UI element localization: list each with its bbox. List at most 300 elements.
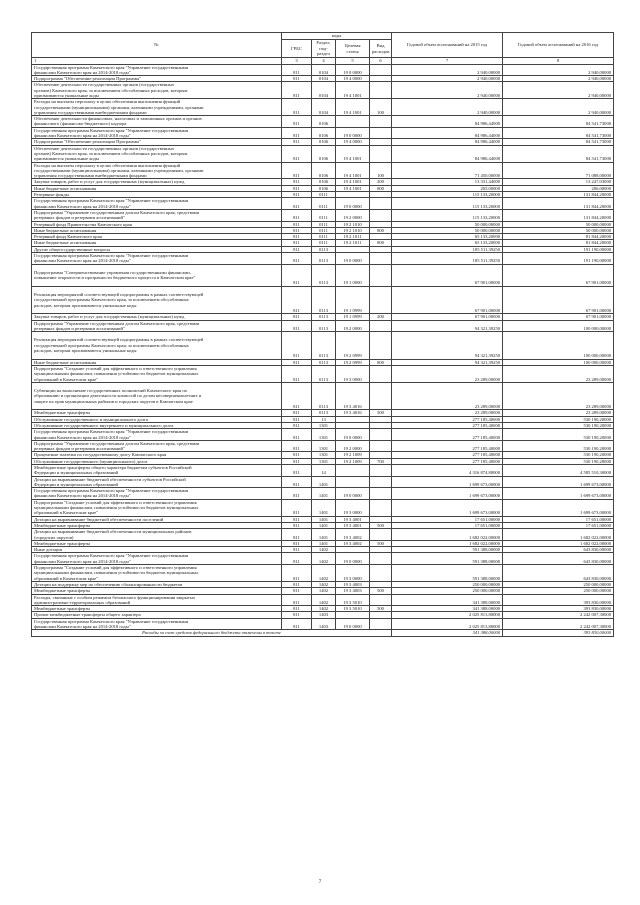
cell-vr [370, 476, 392, 488]
header-2015: Годовой объем ассигнований на 2015 год [392, 33, 503, 58]
cell-razdel: 0106 [312, 127, 336, 139]
cell-vr [370, 253, 392, 265]
cell-vr: 200 [370, 314, 392, 320]
cell-name-line: управления государственными внебюджетными фондами [34, 109, 147, 115]
cell-value-2015: 23 289,00000 [392, 382, 503, 409]
cell-name-line: Обеспечение деятельности финансовых, налоговых и таможенных органов и органов [34, 116, 202, 122]
budget-table [31, 32, 614, 637]
cell-name-line: Иные бюджетные ассигнования [34, 240, 97, 246]
cell-value-2015: 65 133,20000 [392, 234, 503, 240]
cell-razdel: 0113 [312, 314, 336, 320]
table-row [32, 264, 614, 286]
cell-value-2016: 2 940,00000 [503, 76, 614, 82]
cell-grbs: 811 [282, 382, 312, 409]
header-grbs: ГРБС [282, 40, 312, 58]
table-row [32, 553, 614, 565]
cell-grbs: 811 [282, 179, 312, 185]
cell-name [32, 553, 282, 565]
cell-razdel: 1402 [312, 553, 336, 565]
cell-cs: 19 4 1001 [336, 82, 370, 99]
cell-razdel: 1301 [312, 458, 336, 464]
cell-cs: 19 2 1011 [336, 240, 370, 246]
table-row [32, 594, 614, 606]
cell-name-line: Субвенции на выполнение государственных полномочий Камчатского края по [34, 388, 188, 394]
cell-grbs: 811 [282, 234, 312, 240]
cell-razdel: 0104 [312, 64, 336, 76]
cell-vr: 100 [370, 99, 392, 116]
table-row [32, 382, 614, 409]
cell-value-2015: 1 699 673,00000 [392, 499, 503, 516]
cell-value-2015: 84 986,44000 [392, 145, 503, 162]
cell-name-line: государственными (муниципальными) органами, казенными учреждениями, органами [34, 167, 204, 173]
cell-cs: 19 3 4002 [336, 529, 370, 541]
cell-value-2015: 2 025 813,80000 [392, 612, 503, 618]
cell-grbs: 811 [282, 286, 312, 313]
table-row [32, 145, 614, 162]
cell-cs [336, 116, 370, 128]
cell-razdel: 0113 [312, 365, 336, 382]
cell-razdel: 1301 [312, 452, 336, 458]
cell-grbs: 811 [282, 264, 312, 286]
cell-value-2015: 65 133,20000 [392, 240, 503, 246]
cell-name-line: государственной программы Камчатского края, за исключением обособленных [34, 342, 189, 348]
cell-value-2016: 530 190,20000 [503, 429, 614, 441]
cell-name [32, 618, 282, 630]
cell-name [32, 198, 282, 210]
cell-razdel: 1402 [312, 594, 336, 606]
table-row [32, 565, 614, 582]
cell-cs: 19 2 0999 [336, 359, 370, 365]
cell-value-2016: 250 000,00000 [503, 588, 614, 594]
cell-value-2015: 2 025 813,80000 [392, 618, 503, 630]
cell-razdel: 1301 [312, 422, 336, 428]
cell-grbs: 811 [282, 547, 312, 553]
cell-value-2015: 115 133,20000 [392, 198, 503, 210]
cell-cs: 19 2 0000 [336, 320, 370, 332]
cell-value-2016: 2 242 007,30000 [503, 612, 614, 618]
cell-name-line [34, 308, 279, 313]
cell-value-2016: 530 190,20000 [503, 440, 614, 452]
cell-value-2015: 205,00000 [392, 185, 503, 191]
cell-value-2016: 67 901,00000 [503, 264, 614, 286]
cell-name-line: образований в Камчатском крае" [34, 575, 99, 581]
cell-grbs: 811 [282, 516, 312, 522]
cell-name [32, 116, 282, 128]
cell-name-line: повышение открытости и прозрачности бюджетного процесса в Камчатском крае" [34, 275, 196, 281]
cell-name-line: управления государственными внебюджетными фондами [34, 173, 147, 179]
cell-value-2016: 84 541,73000 [503, 116, 614, 128]
header-vr: Вид расходов [370, 40, 392, 58]
cell-grbs: 811 [282, 64, 312, 76]
cell-grbs: 811 [282, 116, 312, 128]
cell-vr [370, 209, 392, 221]
cell-vr [370, 365, 392, 382]
cell-grbs: 811 [282, 192, 312, 198]
cell-name-line: финансами Камчатского края на 2014-2018 годы" [34, 558, 131, 564]
cell-value-2015: 591 388,00000 [392, 565, 503, 582]
cell-name [32, 82, 282, 99]
cell-cs: 19 4 1001 [336, 99, 370, 116]
cell-cs: 19 2 1010 [336, 221, 370, 227]
cell-cs: 19 3 4001 [336, 522, 370, 528]
cell-vr [370, 565, 392, 582]
cell-value-2016: 1 682 022,00000 [503, 540, 614, 546]
cell-razdel: 0106 [312, 139, 336, 145]
cell-name-line: Государственная программа Камчатского края "Управление государственными [34, 127, 189, 133]
table-row [32, 529, 614, 541]
cell-cs: 19 4 0000 [336, 76, 370, 82]
cell-cs: 19 0 0000 [336, 429, 370, 441]
cell-cs: 19 0 0000 [336, 198, 370, 210]
cell-name-line: Иные бюджетные ассигнования [34, 359, 97, 365]
cell-name [32, 565, 282, 582]
cell-name-line: муниципальными финансами, повышения устойчивости бюджетов муниципальных [34, 505, 199, 511]
cell-value-2016: 530 190,20000 [503, 422, 614, 428]
table-row [32, 209, 614, 221]
table-row [32, 127, 614, 139]
cell-value-2016: 191 190,00000 [503, 246, 614, 252]
table-header [32, 33, 614, 65]
cell-value-2015: 84 986,44000 [392, 127, 503, 139]
cell-name [32, 365, 282, 382]
cell-name-line: расходов, которым присваиваются уникальные коды [34, 348, 137, 354]
cell-name [32, 464, 282, 476]
header-num: 5 [336, 58, 370, 65]
cell-value-2016: 2 242 007,30000 [503, 618, 614, 630]
cell-value-2015: 185 511,39250 [392, 246, 503, 252]
cell-name-line: резервных фондов и резервами ассигнований" [34, 215, 125, 221]
cell-grbs: 811 [282, 76, 312, 82]
cell-vr: 800 [370, 359, 392, 365]
cell-value-2015: 277 185,40000 [392, 440, 503, 452]
cell-razdel: 0111 [312, 192, 336, 198]
cell-name-line: финансового (финансово-бюджетного) надзора [34, 121, 127, 127]
cell-name-line: Федерации и муниципальных образований [34, 481, 118, 487]
cell-name-line: Прочие межбюджетные трансферты общего характера [34, 612, 141, 618]
cell-vr: 500 [370, 522, 392, 528]
cell-value-2015: 84 986,44000 [392, 139, 503, 145]
cell-cs: 19 3 5010 [336, 606, 370, 612]
cell-name-line: Межбюджетные трансферты [34, 588, 91, 594]
cell-value-2016: 84 541,73000 [503, 139, 614, 145]
cell-vr: 800 [370, 227, 392, 233]
cell-name-line: Иные бюджетные ассигнования [34, 185, 97, 191]
cell-vr: 200 [370, 179, 392, 185]
note-row [32, 630, 614, 636]
cell-razdel: 1402 [312, 565, 336, 582]
cell-value-2015: 250 000,00000 [392, 588, 503, 594]
cell-vr: 100 [370, 162, 392, 179]
cell-grbs: 811 [282, 209, 312, 221]
cell-name [32, 253, 282, 265]
cell-grbs: 811 [282, 612, 312, 618]
note-value-2015: 341 388,00000 [392, 630, 503, 636]
cell-value-2015: 1 682 022,00000 [392, 529, 503, 541]
cell-value-2016: 393 830,00000 [503, 606, 614, 612]
cell-name [32, 209, 282, 221]
cell-razdel: 0104 [312, 99, 336, 116]
cell-name [32, 440, 282, 452]
cell-value-2015: 591 388,00000 [392, 553, 503, 565]
table-row [32, 162, 614, 179]
table-row [32, 476, 614, 488]
cell-value-2015: 277 185,40000 [392, 458, 503, 464]
cell-name-line: Государственная программа Камчатского края "Управление государственными [34, 198, 189, 204]
cell-razdel: 0113 [312, 382, 336, 409]
cell-cs: 19 3 0000 [336, 565, 370, 582]
cell-name-line: Подпрограмма "Создание условий для эффективного и ответственного управления [34, 365, 197, 371]
cell-vr: 800 [370, 185, 392, 191]
cell-vr [370, 529, 392, 541]
cell-vr [370, 286, 392, 313]
cell-value-2015: 341 388,00000 [392, 594, 503, 606]
cell-value-2016: 1 699 673,00000 [503, 499, 614, 516]
cell-value-2016: 67 901,00000 [503, 314, 614, 320]
cell-grbs: 811 [282, 422, 312, 428]
cell-name [32, 64, 282, 76]
cell-name-line: Государственная программа Камчатского края "Управление государственными [34, 618, 189, 624]
cell-name-line: Подпрограмма "Управление государственным долгом Камчатского края, средствами [34, 440, 200, 446]
cell-cs: 19 3 0000 [336, 499, 370, 516]
cell-grbs: 811 [282, 416, 312, 422]
cell-name-line: Межбюджетные трансферты [34, 410, 91, 416]
cell-razdel: 0111 [312, 221, 336, 227]
cell-cs: 19 4 1001 [336, 185, 370, 191]
cell-value-2015: 1 699 673,00000 [392, 488, 503, 500]
cell-vr [370, 64, 392, 76]
cell-name-line: Процентные платежи по государственному долгу Камчатского края [34, 452, 167, 458]
cell-name-line: Реализация мероприятий соответствующей подпрограммы в рамках соответствующей [34, 337, 204, 343]
cell-name-line: финансами Камчатского края на 2014-2018 годы" [34, 493, 131, 499]
cell-value-2016: 643 830,00000 [503, 565, 614, 582]
cell-cs: 19 3 5010 [336, 594, 370, 606]
cell-razdel: 0113 [312, 320, 336, 332]
cell-vr [370, 127, 392, 139]
cell-name-line: финансами Камчатского края на 2014-2018 годы" [34, 258, 131, 264]
cell-vr: 500 [370, 588, 392, 594]
cell-name-line: Обслуживание государственного и муниципального долга [34, 416, 148, 422]
cell-value-2015: 250 000,00000 [392, 581, 503, 587]
table-row [32, 198, 614, 210]
cell-name [32, 145, 282, 162]
cell-value-2016: 23 289,00000 [503, 382, 614, 409]
table-row [32, 332, 614, 359]
cell-name [32, 382, 282, 409]
cell-value-2015: 84 986,44000 [392, 116, 503, 128]
cell-value-2016: 81 844,20000 [503, 240, 614, 246]
cell-value-2016: 81 844,20000 [503, 234, 614, 240]
cell-name-line: образований в Камчатском крае" [34, 510, 99, 516]
cell-value-2016: 131 844,20000 [503, 198, 614, 210]
cell-name-line: резервных фондов и резервами ассигнований" [34, 446, 125, 452]
cell-name-line [34, 404, 279, 409]
cell-razdel: 0113 [312, 286, 336, 313]
cell-value-2016: 100 000,00000 [503, 359, 614, 365]
cell-vr [370, 594, 392, 606]
cell-name-line: Дотации на выравнивание бюджетной обеспеченности муниципальных районов [34, 529, 192, 535]
cell-value-2015: 94 321,39250 [392, 359, 503, 365]
cell-name-line: Подпрограмма "Создание условий для эффективного и ответственного управления [34, 499, 197, 505]
cell-cs: 19 4 1001 [336, 162, 370, 179]
cell-vr [370, 198, 392, 210]
cell-name [32, 286, 282, 313]
cell-name [32, 127, 282, 139]
cell-name-line: Дотации на выравнивание бюджетной обеспеченности субъектов Российской [34, 476, 186, 482]
cell-cs: 19 3 0000 [336, 365, 370, 382]
cell-vr [370, 499, 392, 516]
cell-name [32, 529, 282, 541]
cell-value-2016: 191 190,00000 [503, 253, 614, 265]
cell-name [32, 499, 282, 516]
cell-cs: 19 2 0999 [336, 332, 370, 359]
cell-name [32, 332, 282, 359]
cell-vr [370, 440, 392, 452]
cell-value-2015: 17 651,00000 [392, 516, 503, 522]
cell-cs [336, 464, 370, 476]
cell-name-line: Иные бюджетные ассигнования [34, 227, 97, 233]
cell-cs: 19 0 0000 [336, 618, 370, 630]
cell-cs: 19 2 1009 [336, 452, 370, 458]
cell-value-2016: 250 000,00000 [503, 581, 614, 587]
cell-grbs: 811 [282, 145, 312, 162]
cell-name-line: Обслуживание государственного внутреннего и муниципального долга [34, 422, 174, 428]
cell-name-line: органов) Камчатского края, за исключением обособленных расходов, которым [34, 87, 188, 93]
cell-cs: 19 3 4016 [336, 410, 370, 416]
cell-razdel: 0113 [312, 410, 336, 416]
cell-name-line: Резервный фонд Правительства Камчатского края [34, 221, 132, 227]
cell-razdel: 1402 [312, 588, 336, 594]
cell-grbs: 811 [282, 553, 312, 565]
cell-name [32, 488, 282, 500]
cell-grbs: 811 [282, 82, 312, 99]
cell-name-line: финансами Камчатского края на 2014-2018 годы" [34, 624, 131, 629]
cell-razdel: 13 [312, 416, 336, 422]
cell-razdel: 1401 [312, 476, 336, 488]
cell-name-line: Межбюджетные трансферты [34, 522, 91, 528]
header-codes: коды [282, 33, 392, 40]
cell-grbs: 811 [282, 606, 312, 612]
cell-vr: 800 [370, 240, 392, 246]
header-razdel: Раздел, под-раздел [312, 40, 336, 58]
cell-cs: 19 2 0000 [336, 209, 370, 221]
cell-value-2016: 100 000,00000 [503, 332, 614, 359]
cell-value-2015: 67 901,00000 [392, 314, 503, 320]
cell-grbs: 811 [282, 253, 312, 265]
cell-value-2015: 185 511,39250 [392, 253, 503, 265]
cell-grbs: 811 [282, 359, 312, 365]
cell-value-2015: 277 185,40000 [392, 429, 503, 441]
cell-value-2015: 94 321,39250 [392, 320, 503, 332]
cell-razdel: 0106 [312, 185, 336, 191]
cell-value-2016: 4 585 510,30000 [503, 464, 614, 476]
cell-name-line: Резервный фонд Камчатского края [34, 234, 102, 240]
cell-cs: 19 0 0000 [336, 553, 370, 565]
cell-value-2016: 50 000,00000 [503, 221, 614, 227]
cell-grbs: 811 [282, 429, 312, 441]
cell-value-2016: 23 289,00000 [503, 410, 614, 416]
cell-value-2015: 67 901,00000 [392, 286, 503, 313]
cell-value-2015: 50 000,00000 [392, 227, 503, 233]
cell-name-line: (городских округов) [34, 534, 74, 540]
cell-value-2015: 2 940,00000 [392, 99, 503, 116]
cell-razdel: 1402 [312, 606, 336, 612]
cell-grbs: 811 [282, 185, 312, 191]
cell-razdel: 0113 [312, 264, 336, 286]
cell-cs: 19 4 1001 [336, 179, 370, 185]
cell-name-line: Закупка товаров, работ и услуг для государственных (муниципальных) нужд [34, 314, 185, 320]
cell-cs: 19 4 0000 [336, 139, 370, 145]
cell-value-2016: 1 699 673,00000 [503, 476, 614, 488]
cell-value-2015: 50 000,00000 [392, 221, 503, 227]
cell-vr [370, 82, 392, 99]
cell-name-line: защите их прав муниципальных районов и городских округов в Камчатском крае [34, 398, 193, 404]
cell-grbs: 811 [282, 565, 312, 582]
cell-name-line: Обеспечение деятельности государственных органов (государственных [34, 82, 175, 88]
cell-name-line: Обеспечение деятельности государственных органов (государственных [34, 145, 175, 151]
table-row [32, 464, 614, 476]
cell-name-line: Дотации на поддержку мер по обеспечению сбалансированности бюджетов [34, 581, 183, 587]
cell-cs: 19 3 4003 [336, 588, 370, 594]
table-body [32, 64, 614, 630]
table-row [32, 64, 614, 76]
cell-vr [370, 116, 392, 128]
cell-cs: 19 1 0000 [336, 264, 370, 286]
cell-razdel: 0111 [312, 240, 336, 246]
cell-cs: 19 2 1011 [336, 234, 370, 240]
cell-cs: 19 2 1010 [336, 227, 370, 233]
cell-name-line: Межбюджетные трансферты [34, 540, 91, 546]
cell-grbs: 811 [282, 332, 312, 359]
cell-value-2016: 67 901,00000 [503, 286, 614, 313]
cell-cs: 19 3 4003 [336, 581, 370, 587]
cell-name-line: Расходы на выплаты персоналу в целях обеспечения выполнения функций [34, 99, 181, 105]
cell-vr [370, 618, 392, 630]
cell-grbs: 811 [282, 99, 312, 116]
cell-vr [370, 264, 392, 286]
cell-name-line: Государственная программа Камчатского края "Управление государственными [34, 488, 189, 494]
cell-grbs: 811 [282, 440, 312, 452]
cell-cs: 19 2 0000 [336, 440, 370, 452]
cell-grbs: 811 [282, 314, 312, 320]
cell-name-line: финансами Камчатского края на 2014-2018 годы" [34, 133, 131, 139]
cell-value-2015: 277 185,40000 [392, 422, 503, 428]
cell-razdel: 1401 [312, 516, 336, 522]
table-row [32, 253, 614, 265]
cell-value-2015: 71 450,00000 [392, 162, 503, 179]
cell-grbs: 811 [282, 458, 312, 464]
cell-value-2015: 2 940,00000 [392, 82, 503, 99]
cell-value-2016: 71 088,00000 [503, 162, 614, 179]
cell-grbs: 811 [282, 162, 312, 179]
cell-name-line: Федерации и муниципальных образований [34, 470, 118, 476]
cell-name-line: Межбюджетные трансферты общего характера бюджетам субъектов Российской [34, 464, 192, 470]
cell-value-2016: 2 940,00000 [503, 64, 614, 76]
cell-name-line: государственной программы Камчатского края, за исключением обособленных [34, 297, 189, 303]
cell-name-line [34, 353, 279, 358]
cell-name-line: Подпрограмма "Обеспечение реализации Программы" [34, 139, 142, 145]
cell-name-line: Иные дотации [34, 547, 63, 553]
cell-value-2015: 115 133,20000 [392, 192, 503, 198]
cell-name-line: муниципальными финансами, повышения устойчивости бюджетов муниципальных [34, 371, 199, 377]
cell-value-2015: 67 901,00000 [392, 264, 503, 286]
cell-value-2016: 84 541,73000 [503, 127, 614, 139]
cell-cs: 19 0 0000 [336, 253, 370, 265]
cell-value-2016: 17 651,00000 [503, 516, 614, 522]
cell-razdel: 1401 [312, 529, 336, 541]
cell-cs: 19 0 0000 [336, 127, 370, 139]
cell-grbs: 811 [282, 365, 312, 382]
cell-name-line: Подпрограмма "Обеспечение реализации Программы" [34, 76, 142, 82]
